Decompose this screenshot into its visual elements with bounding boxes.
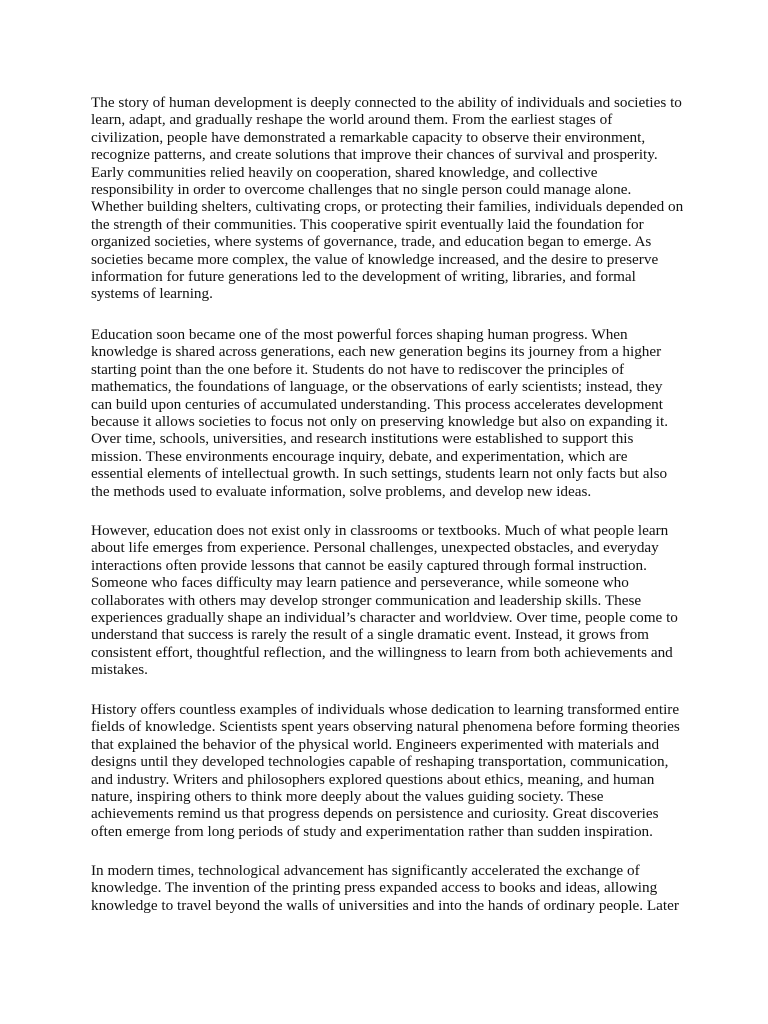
text-line: the methods used to evaluate information, solve problems, and develop new ideas.	[91, 482, 592, 500]
text-line: consistent effort, thoughtful reflection, and the willingness to learn from both achievements and	[91, 643, 673, 661]
text-line: information for future generations led to the development of writing, libraries, and formal	[91, 267, 636, 285]
text-line: The story of human development is deeply connected to the ability of individuals and societies to	[91, 94, 682, 111]
text-line: civilization, people have demonstrated a remarkable capacity to observe their environment,	[91, 128, 646, 146]
text-line: responsibility in order to overcome challenges that no single person could manage alone.	[91, 180, 632, 198]
text-line: that explained the behavior of the physical world. Engineers experimented with materials and	[91, 735, 660, 753]
text-line: Whether building shelters, cultivating crops, or protecting their families, individuals depended on	[91, 198, 684, 216]
text-line: Early communities relied heavily on cooperation, shared knowledge, and collective	[91, 163, 598, 181]
text-line: Over time, schools, universities, and research institutions were established to support this	[91, 430, 634, 448]
text-line: Education soon became one of the most powerful forces shaping human progress. When	[91, 326, 628, 343]
text-line: mathematics, the foundations of language, or the observations of early scientists; instead, they	[91, 378, 663, 396]
text-line: achievements remind us that progress depends on persistence and curiosity. Great discoveries	[91, 805, 659, 823]
text-line: societies became more complex, the value of knowledge increased, and the desire to preserve	[91, 250, 659, 268]
text-line: experiences gradually shape an individual’s character and worldview. Over time, people come to	[91, 608, 678, 626]
text-line: often emerge from long periods of study and experimentation rather than sudden inspiration.	[91, 822, 653, 840]
text-line: systems of learning.	[91, 285, 213, 303]
text-line: mission. These environments encourage inquiry, debate, and experimentation, which are	[91, 447, 628, 465]
text-line: collaborates with others may develop stronger communication and leadership skills. These	[91, 591, 642, 609]
text-line: can build upon centuries of accumulated understanding. This process accelerates development	[91, 395, 664, 413]
text-line: knowledge to travel beyond the walls of universities and into the hands of ordinary people. Later	[91, 896, 679, 914]
text-line: essential elements of intellectual growth. In such settings, students learn not only facts but also	[91, 465, 668, 483]
paragraph-5	[91, 862, 679, 914]
text-line: However, education does not exist only in classrooms or textbooks. Much of what people learn	[91, 522, 669, 539]
text-line: organized societies, where systems of governance, trade, and education began to emerge. As	[91, 233, 652, 251]
text-line: nature, inspiring others to think more deeply about the values guiding society. These	[91, 787, 604, 805]
text-line: because it allows societies to focus not only on preserving knowledge but also on expanding it.	[91, 412, 669, 430]
text-line: understand that success is rarely the result of a single dramatic event. Instead, it grows from	[91, 626, 649, 644]
text-line: starting point than the one before it. Students do not have to rediscover the principles of	[91, 360, 625, 378]
text-line: about life emerges from experience. Personal challenges, unexpected obstacles, and everyday	[91, 539, 659, 557]
paragraph-3	[91, 522, 678, 679]
text-line: interactions often provide lessons that cannot be easily captured through formal instruction.	[91, 556, 647, 574]
paragraph-4	[91, 701, 680, 840]
text-line: recognize patterns, and create solutions that improve their chances of survival and prosperity.	[91, 146, 658, 164]
text-line: the strength of their communities. This cooperative spirit eventually laid the foundation for	[91, 215, 644, 233]
text-line: History offers countless examples of individuals whose dedication to learning transformed entire	[91, 701, 680, 718]
paragraph-1	[91, 94, 683, 303]
text-line: In modern times, technological advancement has significantly accelerated the exchange of	[91, 862, 640, 879]
text-line: mistakes.	[91, 661, 148, 679]
text-line: knowledge is shared across generations, each new generation begins its journey from a higher	[91, 343, 662, 361]
text-line: fields of knowledge. Scientists spent years observing natural phenomena before forming theories	[91, 718, 680, 736]
text-line: knowledge. The invention of the printing press expanded access to books and ideas, allowing	[91, 879, 658, 897]
text-line: designs until they developed technologies capable of reshaping transportation, communication,	[91, 753, 669, 771]
text-line: Someone who faces difficulty may learn patience and perseverance, while someone who	[91, 574, 629, 592]
text-line: and industry. Writers and philosophers explored questions about ethics, meaning, and human	[91, 770, 655, 788]
text-line: learn, adapt, and gradually reshape the world around them. From the earliest stages of	[91, 111, 613, 129]
paragraph-2	[91, 326, 668, 500]
